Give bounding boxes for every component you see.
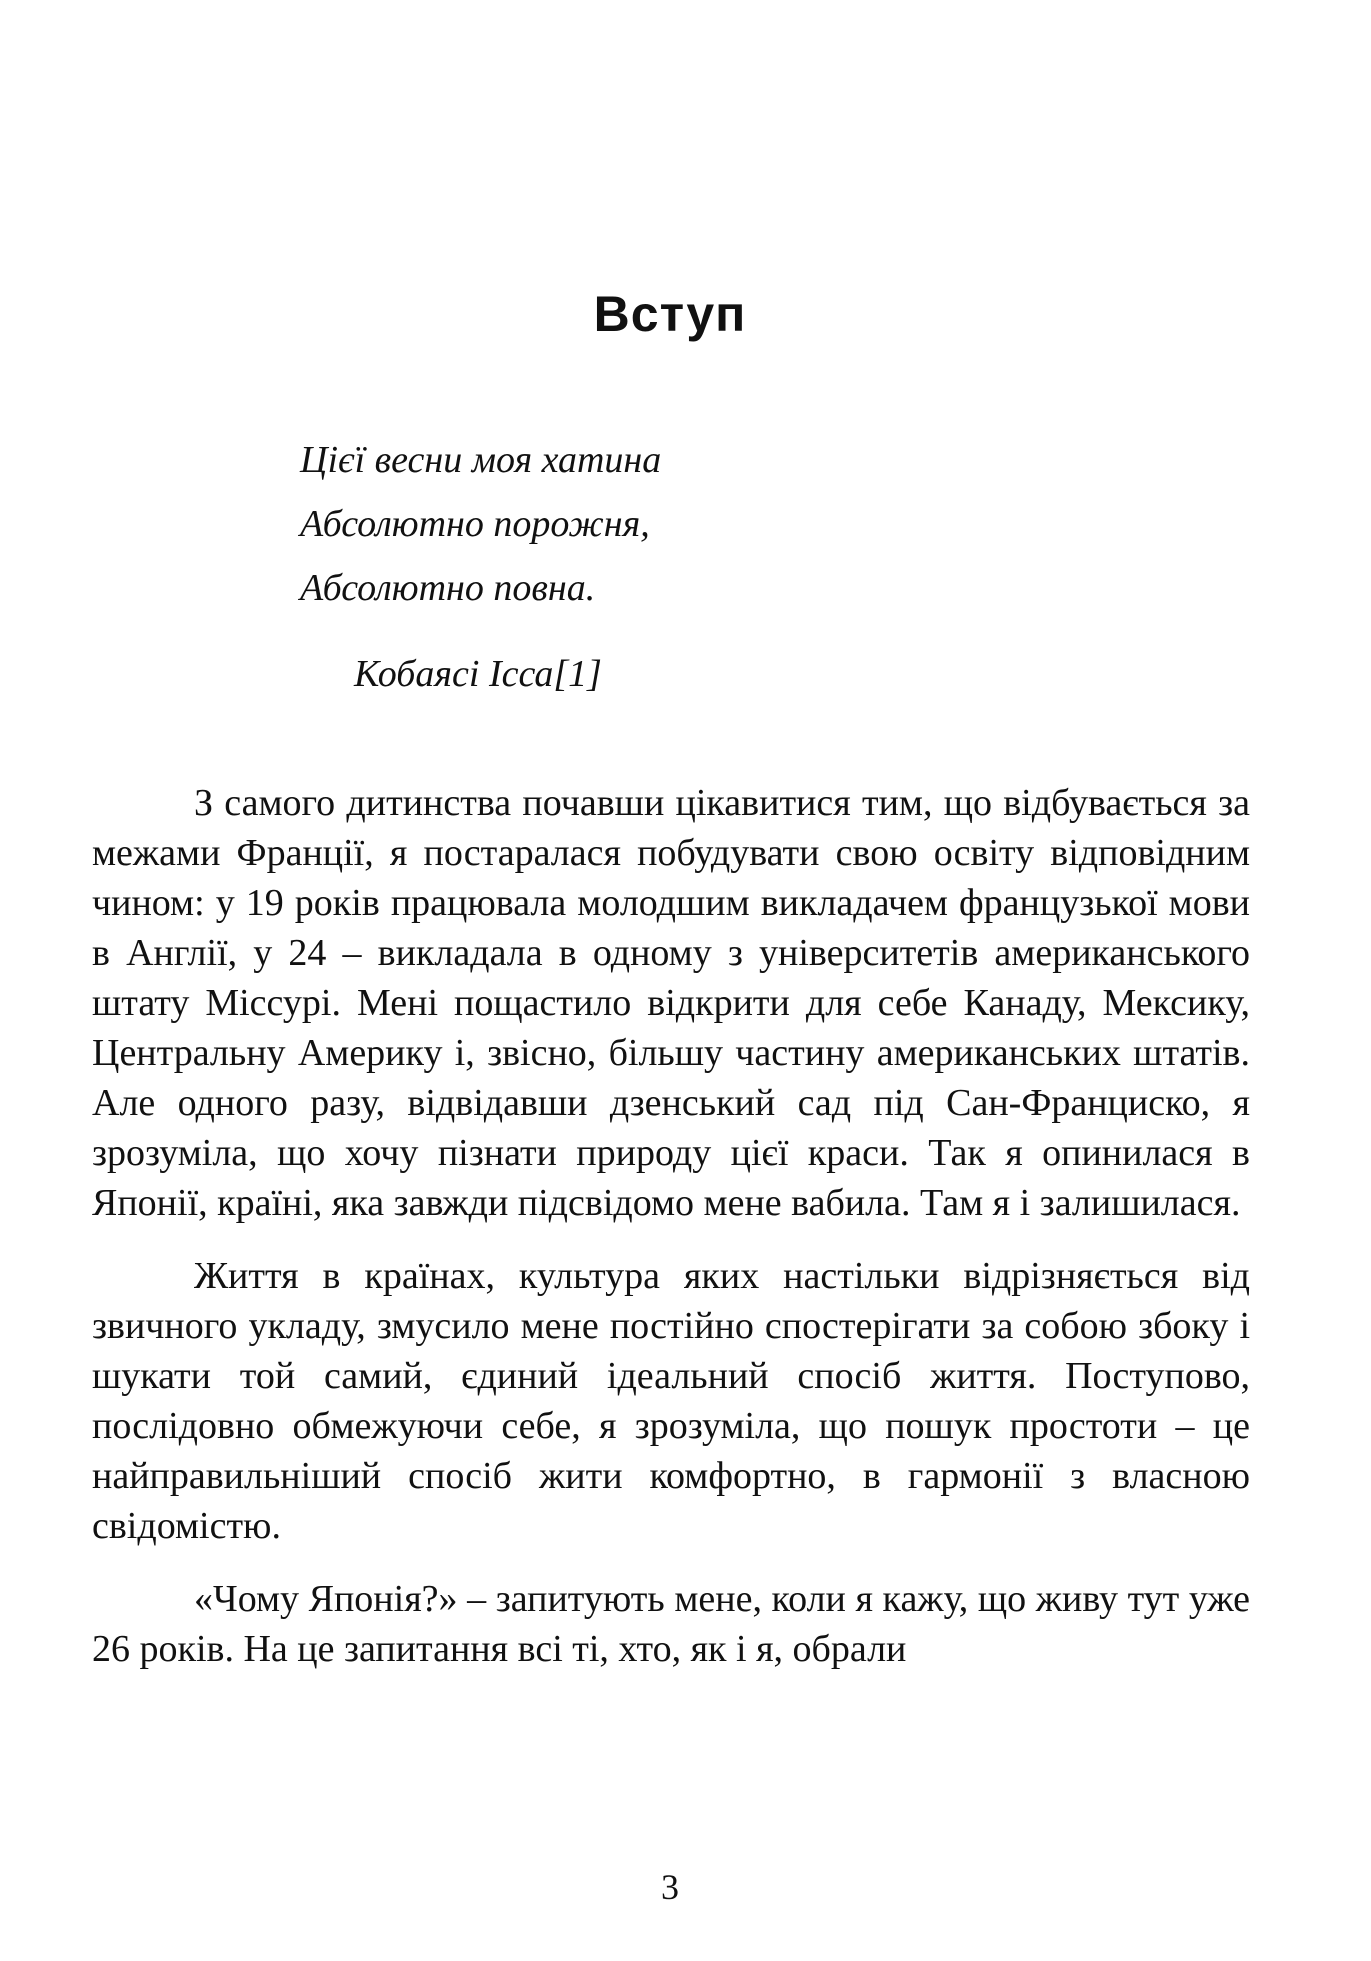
paragraph: «Чому Японія?» – запитують мене, коли я кажу, що живу тут уже 26 років. На це запитання всі ті, хто, як і я, обрали	[92, 1578, 1250, 1670]
epigraph-line: Абсолютно порожня,	[300, 503, 650, 545]
epigraph-line: Цієї весни моя хатина	[300, 439, 662, 481]
paragraph: Життя в країнах, культура яких настільки відрізняється від звичного укладу, змусило мене постійно спостерігати за собою збоку і шукати той самий, єдиний ідеальний спосіб життя. Поступово, послідовно обмежуючи себе, я зрозуміла, що пошук простоти – це найправильніший спосіб жити комфортно, в гармонії з власною свідомістю.	[92, 1255, 1250, 1547]
body-text	[92, 778, 1250, 1697]
paragraph: З самого дитинства почавши цікавитися тим, що відбувається за межами Франції, я постаралася побудувати свою освіту відповідним чином: у 19 років працювала молодшим викладачем французької мови в Англії, у 24 – викладала в одному з університетів американського штату Міссурі. Мені пощастило відкрити для себе Канаду, Мексику, Центральну Америку і, звісно, більшу частину американських штатів. Але одного разу, відвідавши дзенський сад під Сан-Франциско, я зрозуміла, що хочу пізнати природу цієї краси. Так я опинилася в Японії, країні, яка завжди підсвідомо мене вабила. Там я і залишилася.	[92, 782, 1250, 1224]
epigraph-author: Кобаясі Ісса[1]	[354, 653, 602, 695]
epigraph-line: Абсолютно повна.	[300, 567, 596, 609]
epigraph	[300, 428, 661, 706]
chapter-heading: Вступ	[593, 286, 747, 342]
page-number: 3	[661, 1867, 679, 1907]
